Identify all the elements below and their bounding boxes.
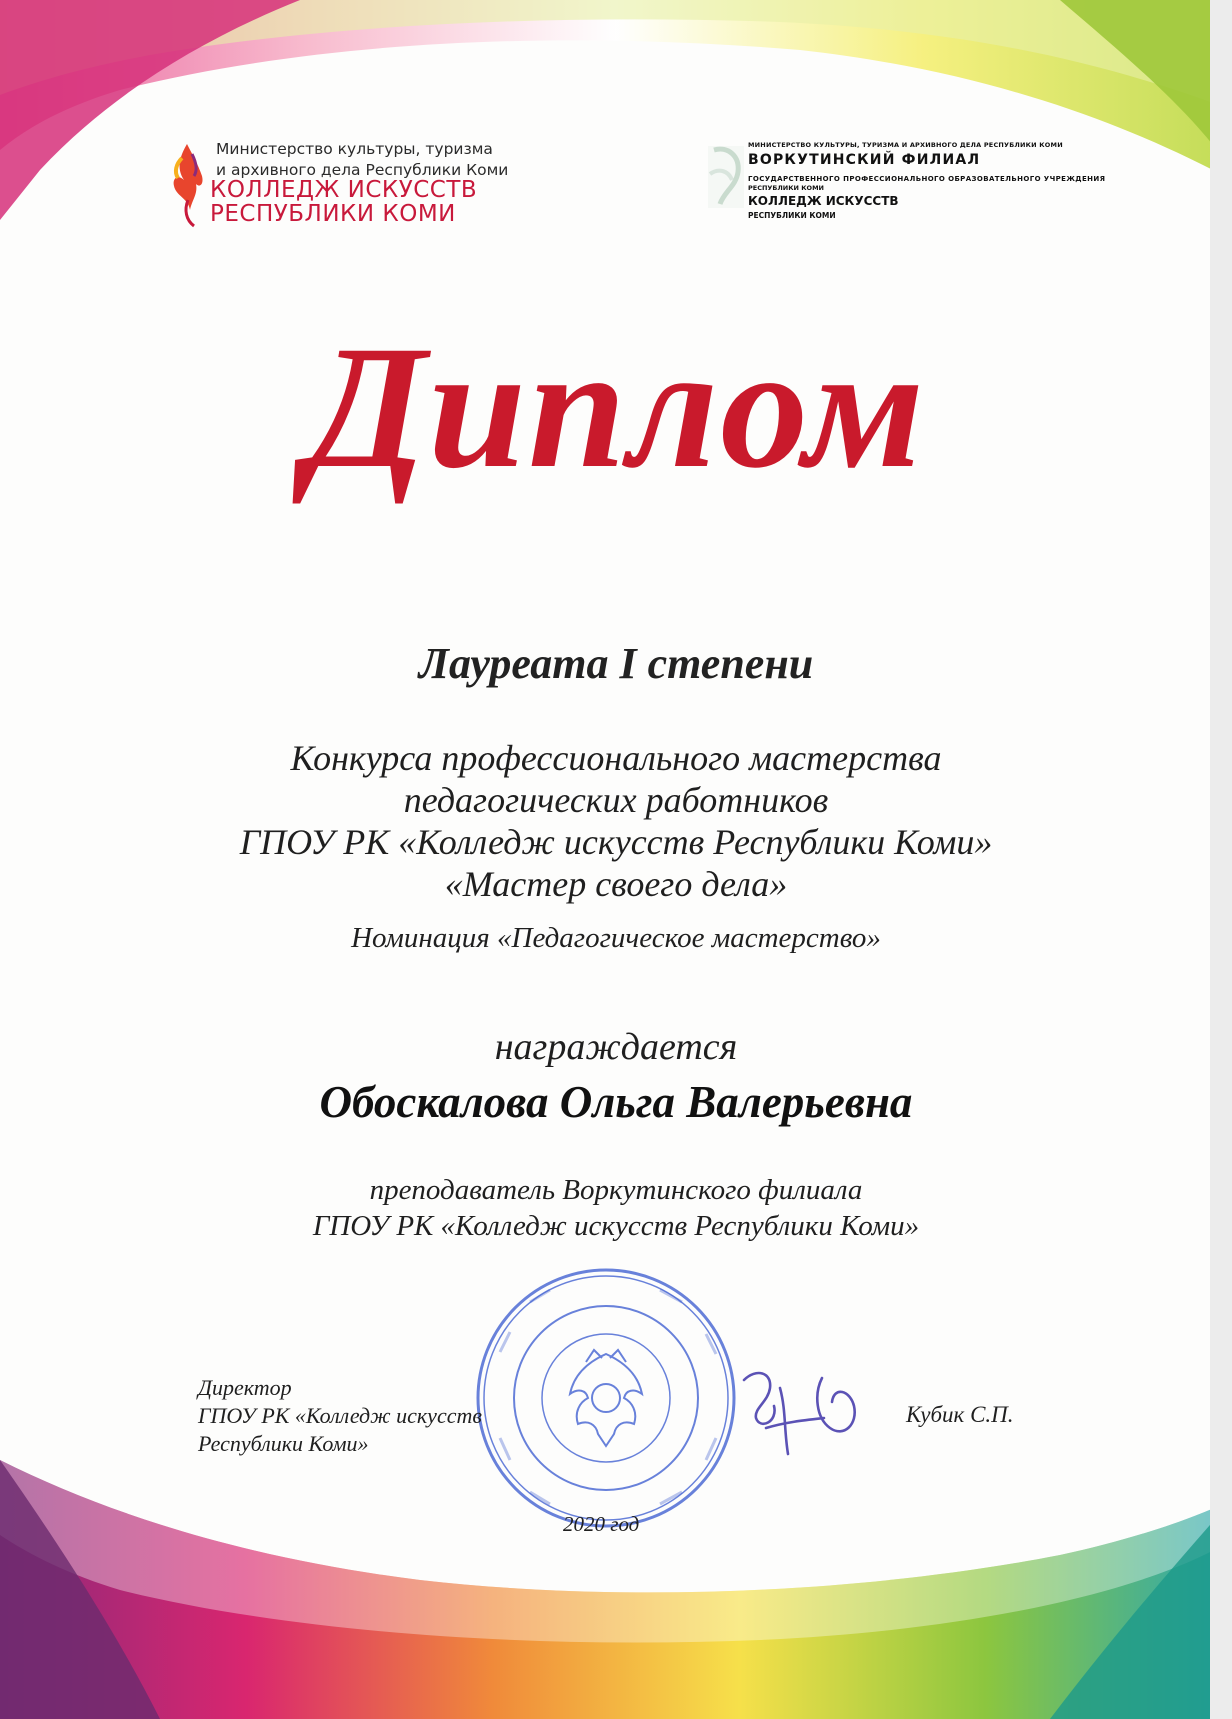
- contest-description: [0, 737, 1232, 905]
- contest-line-2: педагогических работников: [403, 780, 829, 820]
- branch-ministry-line: МИНИСТЕРСТВО КУЛЬТУРЫ, ТУРИЗМА И АРХИВНОГО ДЕЛА РЕСПУБЛИКИ КОМИ: [748, 141, 1063, 149]
- official-seal-stamp: [470, 1262, 742, 1534]
- vorkuta-branch-logo-icon: [706, 144, 746, 210]
- ministry-line-1: Министерство культуры, туризма: [216, 140, 493, 158]
- college-flame-logo-icon: [166, 140, 208, 230]
- director-name: Кубик С.П.: [906, 1402, 1014, 1427]
- logo-college-text: [210, 178, 477, 226]
- college-line-1: КОЛЛЕДЖ ИСКУССТВ: [210, 177, 478, 203]
- branch-college-line: КОЛЛЕДЖ ИСКУССТВ: [748, 194, 899, 208]
- nomination: Номинация «Педагогическое мастерство»: [351, 922, 881, 954]
- director-role-line-3: Республики Коми»: [198, 1431, 369, 1456]
- college-line-2: РЕСПУБЛИКИ КОМИ: [210, 201, 456, 227]
- contest-line-3: ГПОУ РК «Колледж искусств Республики Коми»: [239, 822, 993, 862]
- director-role-line-2: ГПОУ РК «Колледж искусств: [198, 1403, 482, 1428]
- position-line-1: преподаватель Воркутинского филиала: [369, 1174, 863, 1206]
- branch-republic-line: РЕСПУБЛИКИ КОМИ: [748, 184, 824, 192]
- position-line-2: ГПОУ РК «Колледж искусств Республики Коми»: [312, 1210, 920, 1242]
- awardee-position: [0, 1172, 1232, 1244]
- logo-ministry-text: [216, 139, 508, 181]
- diploma-title: Диплом: [305, 310, 927, 505]
- director-role-line-1: Директор: [198, 1375, 292, 1400]
- issue-year: 2020 год: [563, 1512, 640, 1536]
- branch-name-line: ВОРКУТИНСКИЙ ФИЛИАЛ: [748, 152, 981, 168]
- laureate-degree: Лауреата I степени: [418, 639, 814, 688]
- director-signature: [726, 1358, 876, 1468]
- contest-line-4: «Мастер своего дела»: [444, 864, 788, 904]
- contest-line-1: Конкурса профессионального мастерства: [290, 738, 942, 778]
- awardee-name: Обоскалова Ольга Валерьевна: [319, 1077, 913, 1127]
- branch-institution-line: ГОСУДАРСТВЕННОГО ПРОФЕССИОНАЛЬНОГО ОБРАЗОВАТЕЛЬНОГО УЧРЕЖДЕНИЯ: [748, 175, 1106, 183]
- awarded-label: награждается: [494, 1026, 738, 1068]
- branch-college-republic-line: РЕСПУБЛИКИ КОМИ: [748, 211, 836, 220]
- director-title: [198, 1374, 482, 1458]
- ministry-line-2: и архивного дела Республики Коми: [216, 161, 509, 179]
